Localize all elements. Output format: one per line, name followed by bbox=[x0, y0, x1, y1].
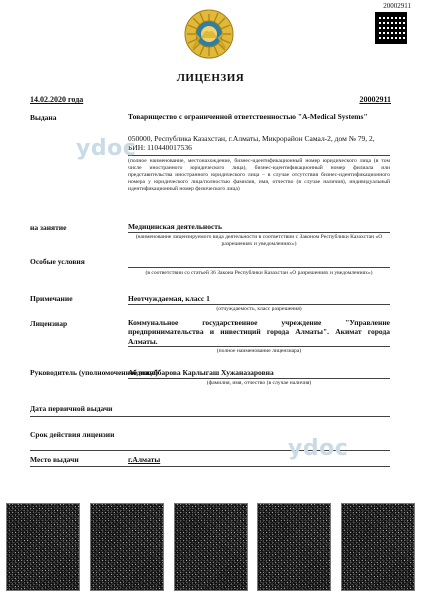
validity-label: Срок действия лицензии bbox=[30, 430, 115, 439]
divider bbox=[128, 378, 390, 379]
digital-signature-code bbox=[6, 503, 80, 591]
issued-address: 050000, Республика Казахстан, г.Алматы, Микрорайон Самал-2, дом № 79, 2, БИН: 110440017536 bbox=[128, 134, 375, 153]
divider bbox=[30, 466, 390, 467]
licensor-value: Коммунальное государственное учреждение "Управление предпринимательства и инвестиций города Алматы". Акимат города Алматы. bbox=[128, 318, 390, 346]
head-label: Руководитель (уполномоченное лицо) bbox=[30, 368, 159, 377]
divider bbox=[30, 416, 390, 417]
digital-signature-code bbox=[90, 503, 164, 591]
place-label: Место выдачи bbox=[30, 455, 79, 464]
divider bbox=[128, 155, 390, 156]
head-value: Абдижаббарова Карлыгаш Хужаназаровна bbox=[128, 368, 274, 377]
licensor-label: Лицензиар bbox=[30, 319, 68, 328]
qr-code bbox=[375, 12, 407, 44]
digital-signature-code bbox=[257, 503, 331, 591]
issue-date: 14.02.2020 года bbox=[30, 95, 84, 104]
conditions-note: (в соответствии со статьей 36 Закона Республики Казахстан «О разрешениях и уведомлениях») bbox=[145, 270, 373, 276]
conditions-label: Особые условия bbox=[30, 257, 85, 266]
kazakhstan-emblem-icon bbox=[183, 8, 235, 60]
issued-note: (полное наименование, местонахождение, бизнес-идентификационный номер юридического лица (в том числе иностранного юридического лица), бизнес-идентификационный номер филиала или представительства иностранного юридического лица – в случае отсутствия бизнес-идентификационного номера у юридического лица/полностью фамилия, имя, отчество (в случае наличия), индивидуальный идентификационный номер физического лица) bbox=[128, 158, 390, 192]
license-number: 20002911 bbox=[359, 95, 391, 104]
remark-note: (отчуждаемость, класс разрешения) bbox=[216, 306, 302, 312]
watermark: ydoc bbox=[288, 436, 349, 461]
first-issue-label: Дата первичной выдачи bbox=[30, 404, 113, 413]
activity-label: на занятие bbox=[30, 223, 67, 232]
activity-note: (наименование лицензируемого вида деятельности в соответствии с Законом Республики Казахстан «О разрешениях и уведомлениях») bbox=[135, 234, 383, 247]
document-number-top: 20002911 bbox=[383, 2, 411, 10]
activity-value: Медицинская деятельность bbox=[128, 222, 222, 231]
licensor-note: (полное наименование лицензиара) bbox=[216, 348, 302, 354]
issued-label: Выдана bbox=[30, 113, 57, 122]
signature-codes bbox=[6, 503, 415, 591]
document-title: ЛИЦЕНЗИЯ bbox=[176, 72, 245, 84]
digital-signature-code bbox=[174, 503, 248, 591]
divider bbox=[128, 267, 390, 268]
remark-value: Неотчуждаемая, класс 1 bbox=[128, 294, 210, 303]
digital-signature-code bbox=[341, 503, 415, 591]
watermark: ydoc bbox=[76, 136, 137, 161]
divider bbox=[128, 304, 390, 305]
divider bbox=[128, 346, 390, 347]
place-value: г.Алматы bbox=[128, 455, 161, 464]
divider bbox=[128, 232, 390, 233]
head-note: (фамилия, имя, отчество (в случае наличия) bbox=[206, 380, 312, 386]
remark-label: Примечание bbox=[30, 294, 73, 303]
issued-company: Товарищество с ограниченной ответственностью "A-Medical Systems" bbox=[128, 112, 368, 121]
